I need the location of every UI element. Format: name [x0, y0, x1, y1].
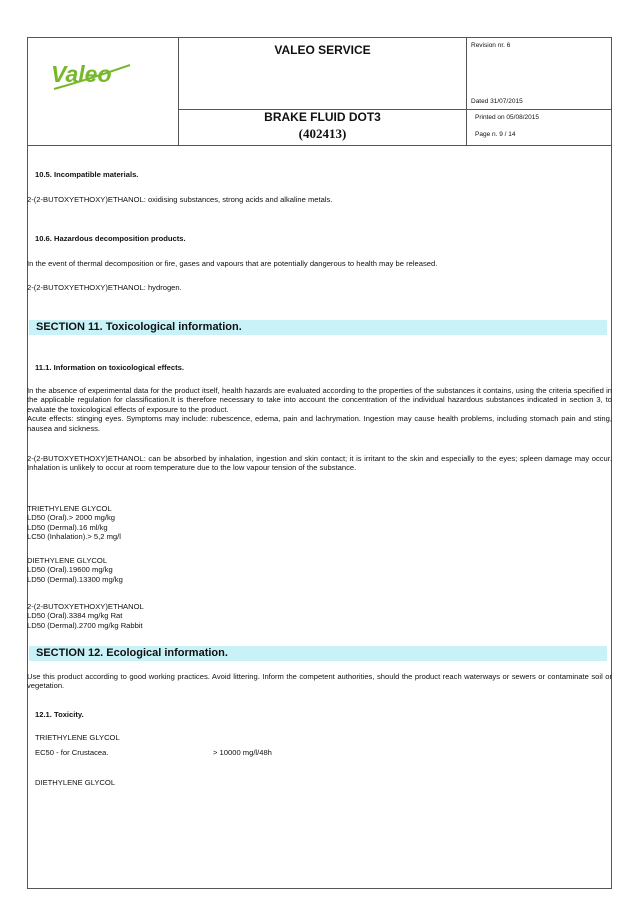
tox-value: LC50 (Inhalation).> 5,2 mg/l: [27, 532, 121, 542]
substance-name: 2-(2-BUTOXYETHOXY)ETHANOL: [27, 602, 144, 611]
decomposition-hydrogen-text: 2-(2-BUTOXYETHOXY)ETHANOL: hydrogen.: [27, 283, 182, 292]
subsection-10-6-title: 10.6. Hazardous decomposition products.: [35, 234, 186, 243]
eco-substance-1-name: TRIETHYLENE GLYCOL: [35, 733, 120, 742]
product-code: (402413): [298, 126, 347, 141]
decomposition-text: In the event of thermal decomposition or fire, gases and vapours that are potentially dangerous to health may be released.: [27, 259, 438, 268]
section-11-heading: SECTION 11. Toxicological information.: [29, 320, 607, 335]
toxicology-paragraph-1: [27, 386, 612, 433]
acute-effects-text: Acute effects: stinging eyes. Symptoms may include: rubescence, edema, pain and lachrymation. Ingestion may cause health problems, including stomach pain and sting, nausea and sickness.: [27, 414, 612, 433]
tox-substance-1: [27, 504, 327, 542]
incompatible-materials-text: 2-(2-BUTOXYETHOXY)ETHANOL: oxidising substances, strong acids and alkaline metals.: [27, 195, 333, 204]
tox-value: LD50 (Dermal).16 ml/kg: [27, 522, 108, 532]
subsection-11-1-title: 11.1. Information on toxicological effects.: [35, 363, 184, 372]
tox-value: LD50 (Oral).19600 mg/kg: [27, 565, 113, 575]
tox-substance-2: [27, 556, 327, 584]
tox-value: LD50 (Oral).> 2000 mg/kg: [27, 513, 116, 523]
tox-value: LD50 (Dermal).2700 mg/kg Rabbit: [27, 620, 143, 630]
dated: Dated 31/07/2015: [471, 98, 523, 105]
eco-substance-1-label: EC50 - for Crustacea.: [35, 748, 109, 757]
product-cell: [179, 110, 467, 146]
product-name: BRAKE FLUID DOT3: [264, 110, 381, 124]
tox-value: LD50 (Oral).3384 mg/kg Rat: [27, 611, 123, 621]
revision-number: Revision nr. 6: [471, 42, 511, 49]
valeo-logo: [50, 55, 132, 95]
printed-date: Printed on 05/08/2015: [475, 114, 539, 121]
section-12-heading: SECTION 12. Ecological information.: [29, 646, 607, 661]
eco-substance-1-value: > 10000 mg/l/48h: [213, 748, 272, 757]
company-name: VALEO SERVICE: [179, 38, 467, 110]
tox-value: LD50 (Dermal).13300 mg/kg: [27, 574, 123, 584]
eco-substance-2-name: DIETHYLENE GLYCOL: [35, 778, 116, 787]
butoxyethoxy-toxicology-text: 2-(2-BUTOXYETHOXY)ETHANOL: can be absorbed by inhalation, ingestion and skin contact; it is irritant to the skin and especially to the eyes; spleen damage may occur. Inhalation is unlikely to occur at room temperature due to the low vapour tension of the substance.: [27, 454, 612, 473]
logo-wordmark: Valeo: [51, 61, 112, 87]
subsection-10-5-title: 10.5. Incompatible materials.: [35, 170, 139, 179]
subsection-12-1-title: 12.1. Toxicity.: [35, 710, 84, 719]
ecological-intro-text: Use this product according to good working practices. Avoid littering. Inform the competent authorities, should the product reach waterways or sewers or contaminate soil or vegetation.: [27, 672, 612, 691]
page-number: Page n. 9 / 14: [475, 131, 516, 138]
revision-cell: [467, 38, 612, 110]
tox-substance-3: [27, 602, 327, 630]
substance-name: DIETHYLENE GLYCOL: [27, 556, 108, 565]
toxicology-evaluation-text: In the absence of experimental data for the product itself, health hazards are evaluated according to the properties of the substances it contains, using the criteria specified in the applicable regulation for classification.It is therefore necessary to take into account the concentration of the individual hazardous substances indicated in section 3, to evaluate the toxicological effects of exposure to the product.: [27, 386, 612, 414]
substance-name: TRIETHYLENE GLYCOL: [27, 504, 112, 513]
print-info-cell: [467, 110, 612, 146]
